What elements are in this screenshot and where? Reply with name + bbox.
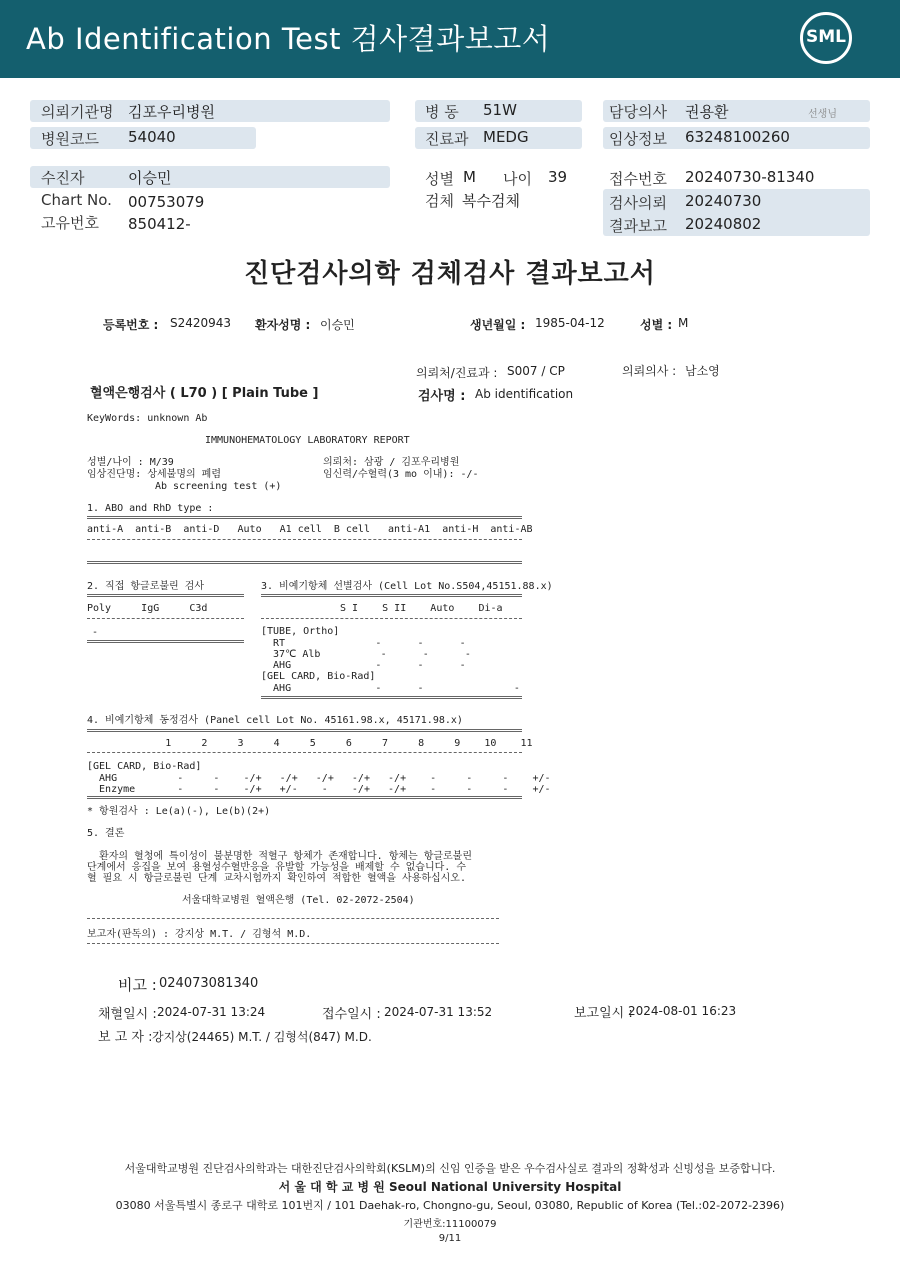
screen-row: [TUBE, Ortho] <box>261 626 340 637</box>
divider <box>87 539 522 540</box>
doctor-suffix: 선생님 <box>808 109 837 120</box>
result-report-value: 20240802 <box>685 215 762 233</box>
requesting-org-value: 김포우리병원 <box>128 103 215 121</box>
dob-value: 1985-04-12 <box>535 316 605 330</box>
report-sex-label: 성별 : <box>640 318 673 332</box>
screen-header: S I S II Auto Di-a <box>340 603 503 614</box>
reporter-label: 보 고 자 : <box>98 1030 153 1045</box>
logo-text: SML <box>806 27 846 47</box>
hospital-code-value: 54040 <box>128 128 176 146</box>
remark-value: 024073081340 <box>159 976 259 991</box>
clinical-value: 63248100260 <box>685 128 790 146</box>
ward-label: 병 동 <box>425 103 459 121</box>
divider <box>87 918 499 919</box>
req-line: 의뢰처: 삼광 / 김포우리병원 <box>323 457 460 468</box>
receipt-label: 접수일시 : <box>322 1007 381 1022</box>
dept-label: 진료과 <box>425 130 469 148</box>
divider <box>87 594 244 597</box>
requesting-org-label: 의뢰기관명 <box>41 103 114 121</box>
uid-value: 850412- <box>128 215 191 233</box>
conclusion-line: 혈 필요 시 항글로불린 단계 교차시험까지 확인하여 적합한 혈액을 사용하십시오. <box>87 873 466 884</box>
panel-header: 1 2 3 4 5 6 7 8 9 10 11 <box>87 738 533 749</box>
req-dept-label: 의뢰처/진료과 : <box>416 366 498 380</box>
divider <box>87 561 522 564</box>
screen-row: AHG - - - <box>261 683 520 694</box>
sex-age-line: 성별/나이 : M/39 <box>87 457 174 468</box>
divider <box>87 729 522 732</box>
collect-value: 2024-07-31 13:24 <box>157 1005 266 1019</box>
dat-title: 2. 직접 항글로불린 검사 <box>87 581 205 592</box>
test-name-value: Ab identification <box>475 387 574 401</box>
section-title: 혈액은행검사 ( L70 ) [ Plain Tube ] <box>90 386 319 401</box>
req-dept-value: S007 / CP <box>507 364 565 378</box>
preg-line: 임신력/수혈력(3 mo 이내): -/- <box>323 469 479 480</box>
footer-address: 03080 서울특별시 종로구 대학로 101번지 / 101 Daehak-ro, Chongno-gu, Seoul, 03080, Republic of Korea (Tel.:02-2072-2396) <box>115 1199 785 1212</box>
report-title: 진단검사의학 검체검사 결과보고서 <box>244 259 656 289</box>
screen-row: 37℃ Alb - - - <box>261 649 471 660</box>
age-label: 나이 <box>503 170 532 188</box>
doctor-value: 권용환 <box>685 103 729 121</box>
dat-row: - <box>92 627 99 638</box>
dx-line2: Ab screening test (+) <box>155 481 282 492</box>
test-name-label: 검사명 : <box>418 389 466 404</box>
divider <box>261 594 522 597</box>
keywords: KeyWords: unknown Ab <box>87 413 208 424</box>
test-req-label: 검사의뢰 <box>609 194 667 212</box>
divider <box>87 618 244 619</box>
abo-title: 1. ABO and RhD type : <box>87 503 214 514</box>
patient-name-value: 이승민 <box>320 318 355 332</box>
result-report-label: 결과보고 <box>609 217 667 235</box>
patient-value: 이승민 <box>128 169 172 187</box>
receipt-no-label: 접수번호 <box>609 170 667 188</box>
conclusion-title: 5. 결론 <box>87 828 125 839</box>
screen-title: 3. 비예기항체 선별검사 (Cell Lot No.S504,45151.88.x) <box>261 581 553 592</box>
age-value: 39 <box>548 168 568 186</box>
reporter-value: 강지상(24465) M.T. / 김형석(847) M.D. <box>152 1030 372 1044</box>
chart-label: Chart No. <box>41 191 112 209</box>
dat-header: Poly IgG C3d <box>87 603 208 614</box>
conclusion-line: 단계에서 응집을 보여 용혈성수혈반응을 유발할 가능성을 배제할 수 없습니다. 수 <box>87 862 466 873</box>
divider <box>87 752 522 753</box>
screen-row: AHG - - - <box>261 660 466 671</box>
req-doctor-label: 의뢰의사 : <box>622 364 677 378</box>
lab-title: IMMUNOHEMATOLOGY LABORATORY REPORT <box>205 435 410 446</box>
conclusion-line: 환자의 혈청에 특이성이 불분명한 적혈구 항체가 존재합니다. 항체는 항글로불린 <box>87 851 473 862</box>
specimen-label: 검체 <box>425 192 454 210</box>
divider <box>87 640 244 643</box>
sex-value: M <box>463 168 476 186</box>
hospital-code-label: 병원코드 <box>41 130 99 148</box>
divider <box>87 796 522 799</box>
remark-label: 비고 : <box>118 976 157 994</box>
sml-logo <box>800 12 852 64</box>
page-number: 9/11 <box>438 1233 462 1244</box>
report-sex-value: M <box>678 316 689 330</box>
uid-label: 고유번호 <box>41 214 99 232</box>
collect-label: 채혈일시 : <box>98 1007 157 1022</box>
screen-row: RT - - - <box>261 638 466 649</box>
divider <box>87 516 522 519</box>
doctor-label: 담당의사 <box>609 103 667 121</box>
specimen-value: 복수검체 <box>462 192 520 210</box>
dob-label: 생년월일 : <box>470 318 526 332</box>
panel-row: Enzyme - - -/+ +/- - -/+ -/+ - - - +/- <box>87 784 551 795</box>
receipt-no-value: 20240730-81340 <box>685 168 815 186</box>
reporter-line: 보고자(판독의) : 강지상 M.T. / 김형석 M.D. <box>87 929 312 940</box>
reg-no-label: 등록번호 : <box>103 318 159 332</box>
footer-cert: 서울대학교병원 진단검사의학과는 대한진단검사의학회(KSLM)의 신임 인증을 받은 우수검사실로 결과의 정확성과 신빙성을 보증합니다. <box>124 1162 776 1175</box>
panel-title: 4. 비예기항체 동정검사 (Panel cell Lot No. 45161.98.x, 45171.98.x) <box>87 715 463 726</box>
footer-org-no: 기관번호:11100079 <box>403 1219 497 1230</box>
dept-value: MEDG <box>483 128 529 146</box>
page-title: Ab Identification Test 검사결과보고서 <box>26 22 551 56</box>
antigen-line: * 항원검사 : Le(a)(-), Le(b)(2+) <box>87 806 271 817</box>
panel-row: AHG - - -/+ -/+ -/+ -/+ -/+ - - - +/- <box>87 773 551 784</box>
abo-header: anti-A anti-B anti-D Auto A1 cell B cell anti-A1 anti-H anti-AB <box>87 524 533 535</box>
sex-label: 성별 <box>425 170 454 188</box>
clinical-label: 임상정보 <box>609 130 667 148</box>
test-req-value: 20240730 <box>685 192 762 210</box>
divider <box>261 618 522 619</box>
reg-no-value: S2420943 <box>170 316 232 330</box>
patient-label: 수진자 <box>41 169 85 187</box>
dx-line: 임상진단명: 상세불명의 폐렴 <box>87 469 221 480</box>
panel-row: [GEL CARD, Bio-Rad] <box>87 761 202 772</box>
report-dt-label: 보고일시 : <box>574 1006 633 1021</box>
ward-value: 51W <box>483 101 517 119</box>
screen-row: [GEL CARD, Bio-Rad] <box>261 671 376 682</box>
patient-name-label: 환자성명 : <box>255 318 311 332</box>
divider <box>87 943 499 944</box>
divider <box>261 696 522 699</box>
header-bar <box>0 0 900 78</box>
report-dt-value: 2024-08-01 16:23 <box>628 1004 737 1018</box>
footer-hospital: 서 울 대 학 교 병 원 Seoul National University Hospital <box>278 1180 622 1194</box>
req-doctor-value: 남소영 <box>685 364 720 378</box>
receipt-value: 2024-07-31 13:52 <box>384 1005 493 1019</box>
chart-value: 00753079 <box>128 193 205 211</box>
bank-line: 서울대학교병원 혈액은행 (Tel. 02-2072-2504) <box>182 895 415 906</box>
